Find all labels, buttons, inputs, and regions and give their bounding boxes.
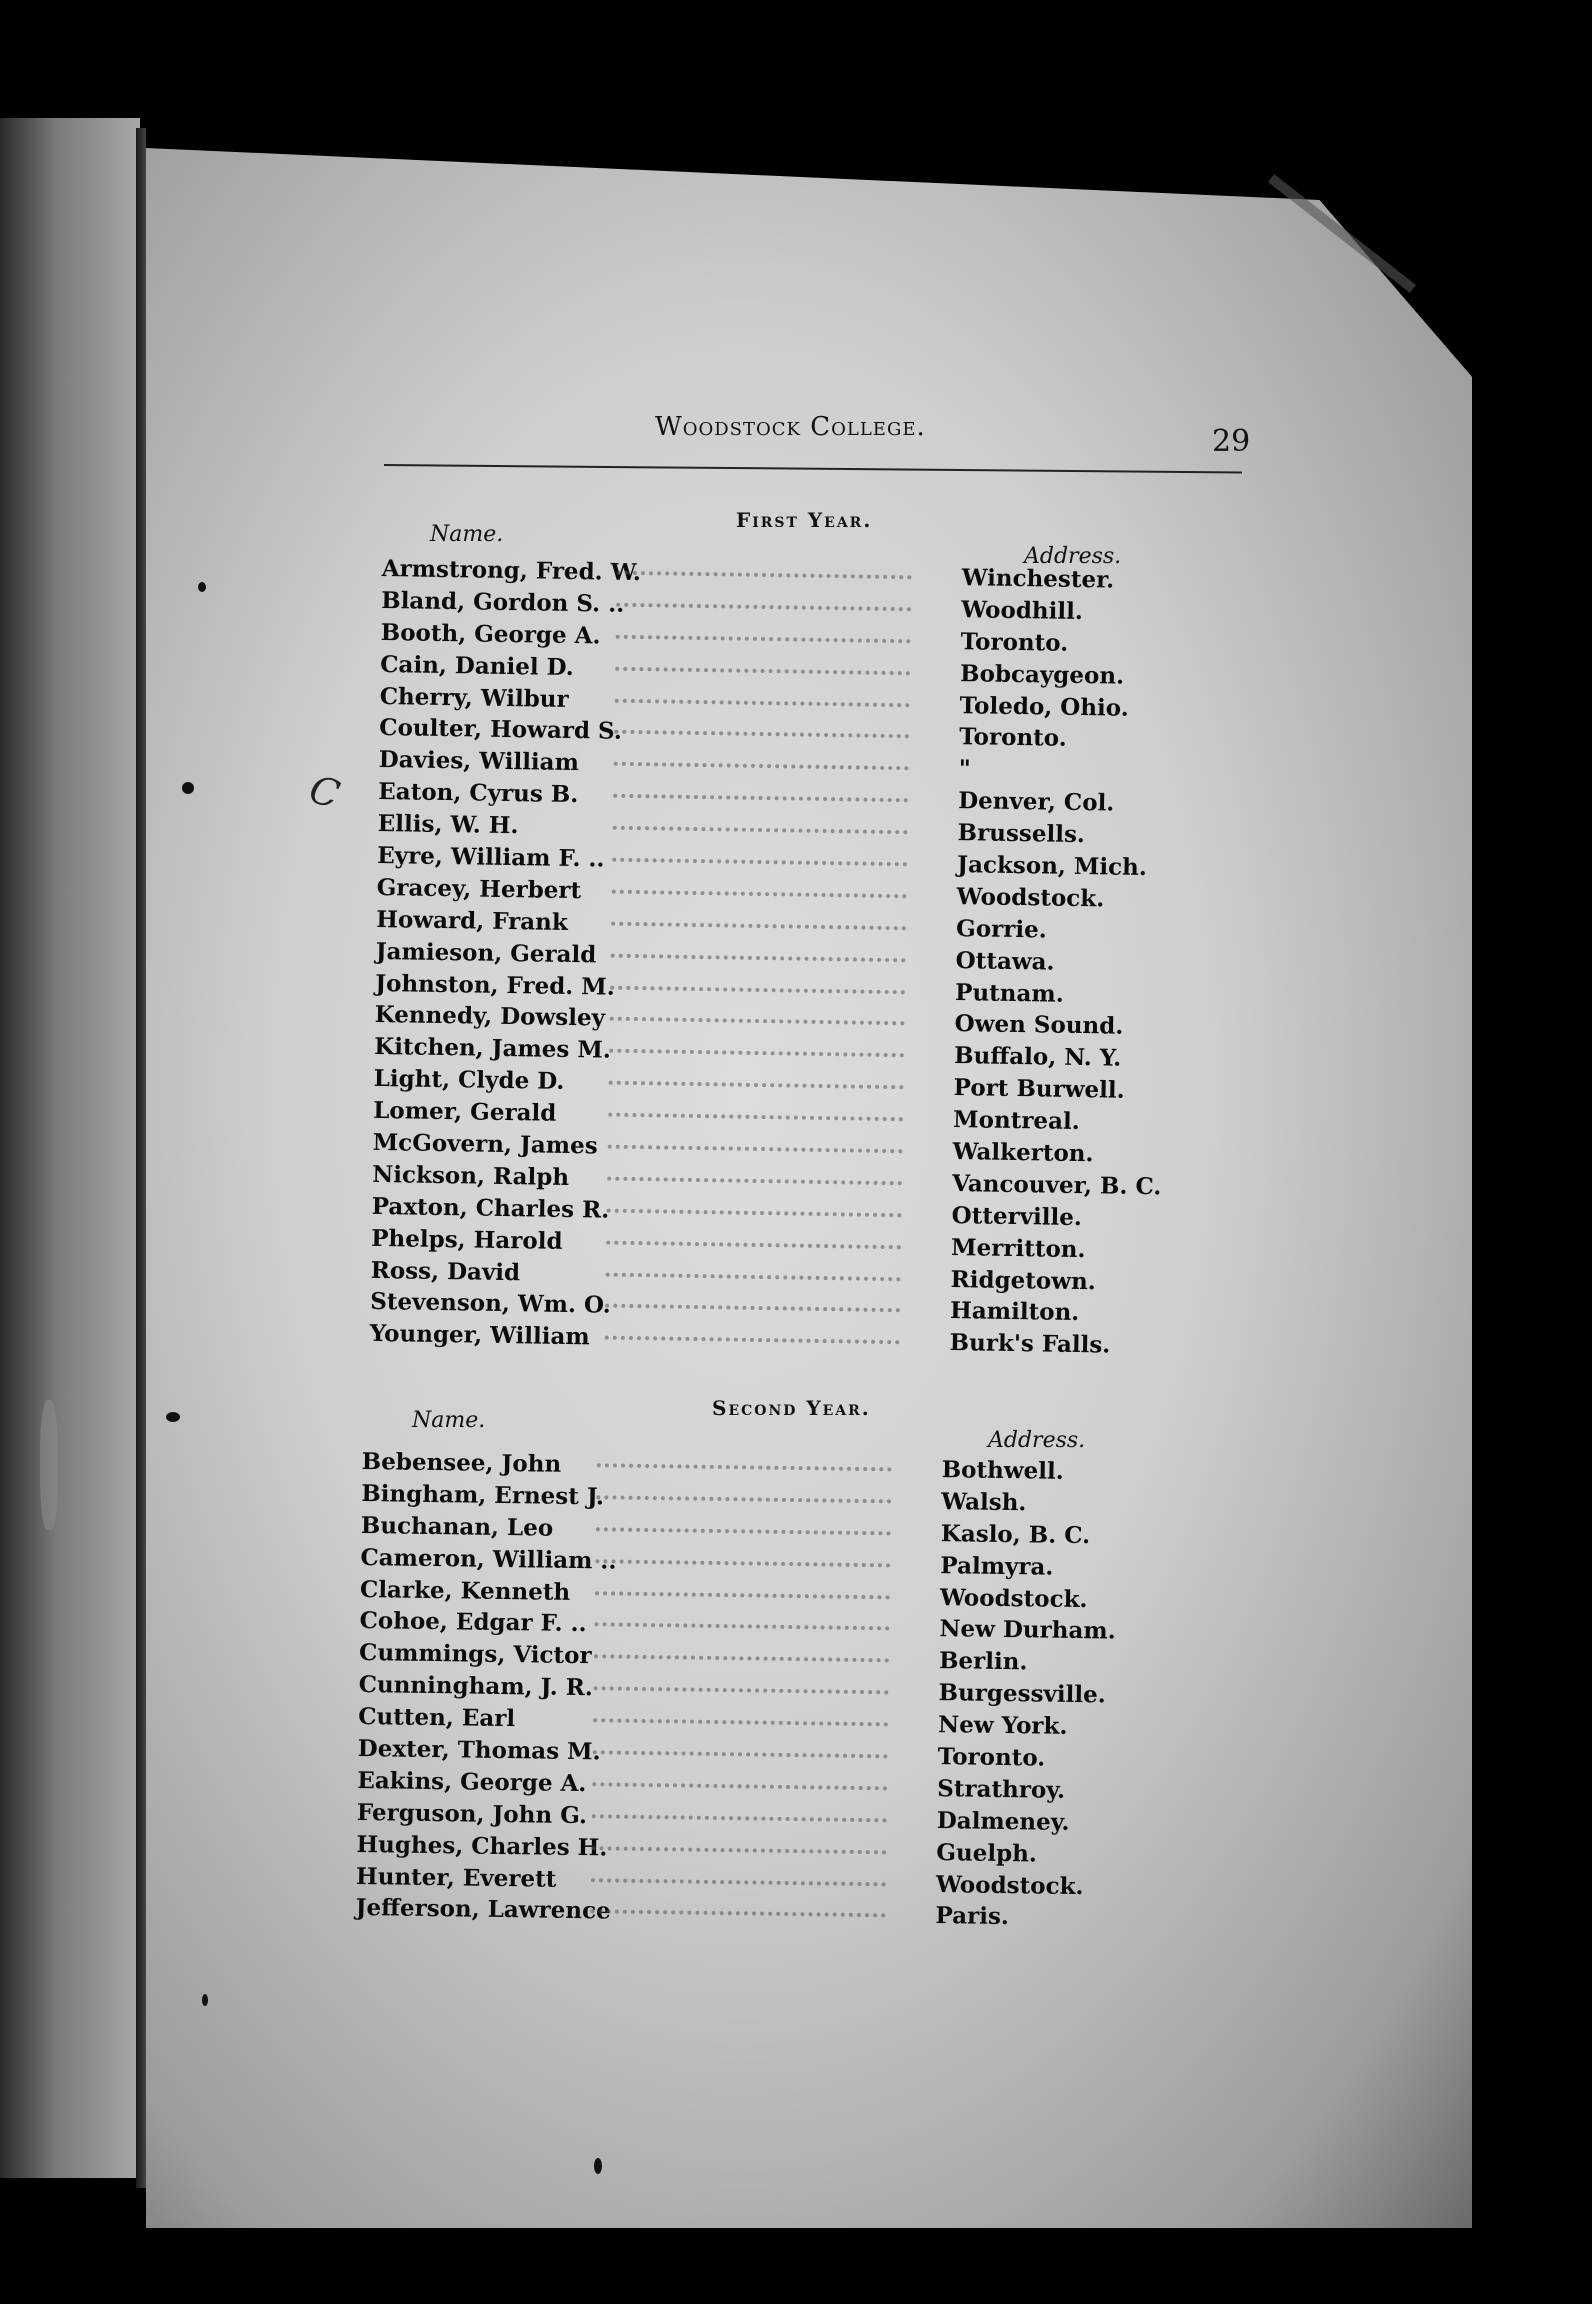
- student-name: Cutten, Earl: [358, 1703, 516, 1733]
- first-year-address-header: Address.: [1024, 544, 1122, 569]
- dot-leader: [605, 1336, 900, 1345]
- dot-leader: [615, 666, 910, 675]
- student-address: Bobcaygeon.: [959, 659, 1125, 690]
- student-address: Hamilton.: [949, 1297, 1080, 1327]
- dot-leader: [611, 921, 906, 930]
- page-header-title: Woodstock College.: [655, 412, 926, 442]
- student-address: Palmyra.: [940, 1551, 1054, 1581]
- dot-leader: [593, 1750, 888, 1758]
- ink-spot: [202, 1994, 208, 2006]
- page-number: 29: [1212, 424, 1251, 459]
- book-gutter: [136, 128, 146, 2188]
- ink-spot: [594, 2158, 602, 2174]
- dot-leader: [613, 826, 908, 835]
- student-address: Winchester.: [961, 564, 1115, 594]
- student-address: New York.: [937, 1711, 1068, 1741]
- student-name: Paxton, Charles R.: [371, 1192, 610, 1224]
- student-address: Woodhill.: [960, 595, 1084, 625]
- ink-spot: [198, 582, 206, 592]
- student-name: Stevenson, Wm. O.: [370, 1288, 611, 1320]
- student-address: Walsh.: [941, 1487, 1027, 1517]
- student-name: Phelps, Harold: [371, 1224, 563, 1255]
- student-name: Bingham, Ernest J.: [361, 1479, 605, 1511]
- student-address: Montreal.: [952, 1106, 1080, 1136]
- student-name: Cherry, Wilbur: [379, 682, 569, 713]
- student-address: Toledo, Ohio.: [959, 691, 1129, 722]
- student-name: Cunningham, J. R.: [358, 1671, 594, 1702]
- student-name: Ferguson, John G.: [356, 1798, 588, 1829]
- student-address: ": [958, 755, 971, 783]
- dot-leader: [612, 858, 907, 867]
- student-name: Jefferson, Lawrence: [355, 1894, 611, 1925]
- student-name: Eaton, Cyrus B.: [378, 778, 579, 809]
- student-address: Gorrie.: [955, 914, 1047, 944]
- student-address: Paris.: [935, 1902, 1010, 1931]
- student-name: Armstrong, Fred. W.: [381, 554, 642, 587]
- student-name: Bland, Gordon S. ..: [381, 586, 625, 618]
- dot-leader: [594, 1686, 889, 1694]
- dot-leader: [594, 1623, 889, 1631]
- student-name: Hunter, Everett: [355, 1862, 557, 1893]
- dot-leader: [596, 1527, 891, 1535]
- student-address: Dalmeney.: [936, 1806, 1070, 1836]
- dot-leader: [595, 1591, 890, 1599]
- dot-leader: [595, 1559, 890, 1567]
- student-name: Clarke, Kenneth: [359, 1575, 571, 1606]
- dot-leader: [592, 1782, 887, 1790]
- student-name: Cameron, William ..: [360, 1543, 617, 1575]
- dot-leader: [590, 1910, 885, 1918]
- dot-leader: [616, 603, 911, 612]
- student-address: Jackson, Mich.: [956, 851, 1148, 882]
- dot-leader: [613, 794, 908, 803]
- student-name: Booth, George A.: [380, 618, 601, 650]
- student-address: Brussells.: [957, 819, 1086, 849]
- second-year-list: [355, 1446, 1122, 1935]
- student-name: Buchanan, Leo: [360, 1511, 554, 1542]
- dot-leader: [605, 1304, 900, 1313]
- ink-spot: [182, 782, 194, 794]
- student-name: Davies, William: [378, 746, 580, 777]
- student-address: Bothwell.: [941, 1456, 1064, 1485]
- student-address: Ridgetown.: [950, 1265, 1097, 1295]
- dot-leader: [608, 1113, 903, 1122]
- student-address: New Durham.: [939, 1615, 1116, 1645]
- first-year-list: [369, 553, 1162, 1362]
- student-address: Burk's Falls.: [949, 1329, 1111, 1359]
- dot-leader: [591, 1846, 886, 1854]
- paper-tear: [40, 1400, 58, 1530]
- student-name: McGovern, James: [372, 1128, 598, 1160]
- dot-leader: [614, 730, 909, 739]
- dot-leader: [606, 1272, 901, 1281]
- student-name: Eyre, William F. ..: [377, 841, 605, 873]
- student-name: Lomer, Gerald: [373, 1097, 557, 1127]
- dot-leader: [607, 1177, 902, 1186]
- student-address: Denver, Col.: [957, 787, 1115, 817]
- first-year-title: First Year.: [736, 508, 873, 532]
- handwritten-mark: C: [304, 766, 345, 818]
- student-name: Cummings, Victor: [358, 1639, 592, 1670]
- student-name: Nickson, Ralph: [372, 1160, 570, 1191]
- student-address: Berlin.: [938, 1647, 1028, 1676]
- dot-leader: [597, 1463, 892, 1471]
- student-address: Strathroy.: [937, 1774, 1066, 1804]
- student-name: Howard, Frank: [376, 905, 569, 936]
- first-year-name-header: Name.: [430, 522, 504, 547]
- second-year-title: Second Year.: [712, 1396, 871, 1420]
- student-address: Ottawa.: [955, 946, 1055, 976]
- dot-leader: [611, 953, 906, 962]
- student-name: Younger, William: [369, 1320, 590, 1351]
- student-address: Toronto.: [960, 627, 1069, 657]
- dot-leader: [594, 1655, 889, 1663]
- dot-leader: [610, 1017, 905, 1026]
- student-address: Port Burwell.: [953, 1074, 1125, 1104]
- student-address: Woodstock.: [956, 882, 1105, 913]
- dot-leader: [592, 1814, 887, 1822]
- student-address: Putnam.: [954, 978, 1064, 1008]
- student-name: Ross, David: [370, 1256, 521, 1286]
- student-name: Johnston, Fred. M.: [375, 969, 615, 1001]
- student-address: Woodstock.: [935, 1870, 1084, 1900]
- dot-leader: [609, 1081, 904, 1090]
- student-name: Kennedy, Dowsley: [374, 1001, 606, 1033]
- student-address: Kaslo, B. C.: [940, 1519, 1091, 1549]
- dot-leader: [608, 1145, 903, 1154]
- dot-leader: [607, 1208, 902, 1217]
- student-address: Vancouver, B. C.: [951, 1169, 1162, 1201]
- dot-leader: [609, 1049, 904, 1058]
- dot-leader: [606, 1240, 901, 1249]
- student-address: Toronto.: [958, 723, 1067, 753]
- student-name: Light, Clyde D.: [373, 1065, 565, 1096]
- dot-leader: [596, 1495, 891, 1503]
- student-name: Jamieson, Gerald: [375, 937, 597, 969]
- dot-leader: [593, 1718, 888, 1726]
- dot-leader: [615, 698, 910, 707]
- dot-leader: [616, 634, 911, 643]
- student-address: Walkerton.: [952, 1138, 1094, 1168]
- student-address: Burgessville.: [938, 1679, 1106, 1709]
- student-name: Cohoe, Edgar F. ..: [359, 1607, 587, 1638]
- dot-leader: [617, 571, 912, 580]
- student-address: Guelph.: [936, 1838, 1038, 1868]
- student-address: Owen Sound.: [954, 1010, 1124, 1041]
- student-address: Buffalo, N. Y.: [953, 1042, 1122, 1073]
- student-address: Toronto.: [937, 1743, 1046, 1772]
- dot-leader: [612, 890, 907, 899]
- student-address: Woodstock.: [939, 1583, 1088, 1613]
- student-name: Kitchen, James M.: [374, 1033, 612, 1065]
- facing-page-edge: [0, 118, 140, 2178]
- dot-leader: [591, 1878, 886, 1886]
- second-year-name-header: Name.: [412, 1408, 486, 1433]
- student-name: Dexter, Thomas M.: [357, 1734, 601, 1766]
- dot-leader: [614, 762, 909, 771]
- student-name: Hughes, Charles H.: [356, 1830, 608, 1862]
- dot-leader: [610, 985, 905, 994]
- student-name: Ellis, W. H.: [377, 810, 519, 840]
- student-address: Otterville.: [951, 1201, 1083, 1231]
- student-name: Coulter, Howard S.: [379, 714, 623, 746]
- student-name: Gracey, Herbert: [376, 873, 582, 905]
- student-name: Bebensee, John: [361, 1447, 562, 1478]
- student-name: Eakins, George A.: [357, 1766, 587, 1798]
- second-year-address-header: Address.: [988, 1428, 1086, 1453]
- student-name: Cain, Daniel D.: [380, 650, 574, 681]
- ink-spot: [166, 1412, 180, 1422]
- student-address: Merritton.: [950, 1233, 1086, 1263]
